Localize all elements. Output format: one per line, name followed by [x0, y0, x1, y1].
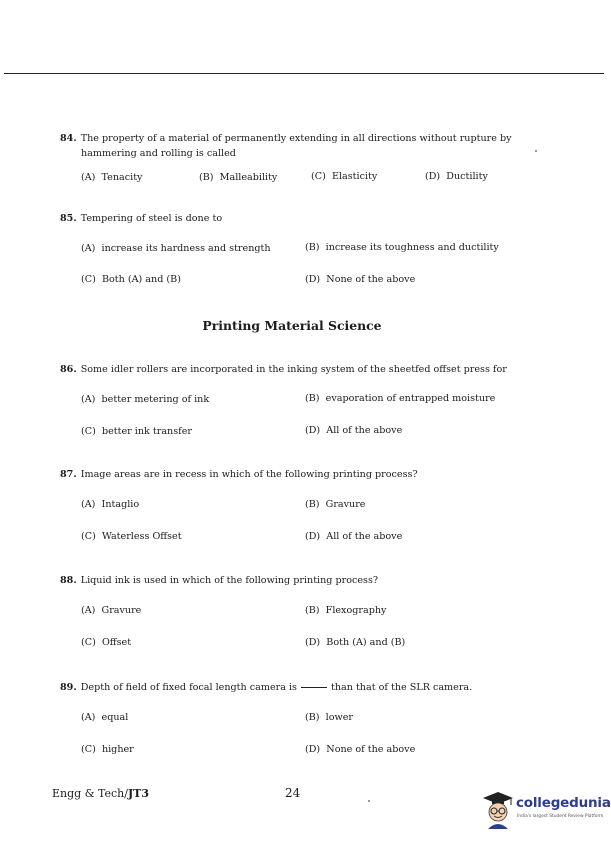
question-text: The property of a material of permanently extending in all directions without rupture by	[80, 133, 512, 144]
question-number: 87.	[60, 469, 77, 480]
option-87-c[interactable]: (C) Waterless Offset	[81, 531, 182, 542]
logo-wordmark: collegedunia	[516, 795, 611, 811]
scan-speck	[368, 800, 370, 802]
option-84-c[interactable]: (C) Elasticity	[311, 171, 378, 182]
question-text-part1: Depth of field of fixed focal length camera is	[80, 682, 297, 693]
answer-blank	[301, 687, 327, 688]
option-85-d[interactable]: (D) None of the above	[305, 274, 416, 285]
footer-paper-code: Engg & Tech/JT3	[52, 787, 149, 800]
question-87	[60, 467, 418, 482]
header-rule	[4, 73, 604, 74]
option-85-a[interactable]: (A) increase its hardness and strength	[81, 243, 271, 254]
option-84-a[interactable]: (A) Tenacity	[81, 172, 143, 183]
question-text: Image areas are in recess in which of the following printing process?	[80, 469, 418, 480]
option-84-d[interactable]: (D) Ductility	[425, 171, 488, 182]
question-84	[60, 131, 512, 146]
option-88-a[interactable]: (A) Gravure	[81, 605, 142, 616]
question-86	[60, 362, 507, 377]
option-89-c[interactable]: (C) higher	[81, 744, 134, 755]
page-number: 24	[285, 786, 301, 800]
question-text: Some idler rollers are incorporated in the inking system of the sheetfed offset press for	[80, 364, 507, 375]
scan-speck	[535, 150, 537, 152]
question-number: 85.	[60, 213, 77, 224]
logo-tagline: India's largest Student Review Platform	[517, 814, 604, 819]
option-84-b[interactable]: (B) Malleability	[199, 172, 278, 183]
option-86-c[interactable]: (C) better ink transfer	[81, 426, 192, 437]
question-88	[60, 573, 378, 588]
option-88-c[interactable]: (C) Offset	[81, 637, 132, 648]
question-number: 88.	[60, 575, 77, 586]
option-87-b[interactable]: (B) Gravure	[305, 499, 366, 510]
question-85	[60, 211, 222, 226]
section-title: Printing Material Science	[202, 318, 382, 333]
question-text-part2: than that of the SLR camera.	[330, 682, 473, 693]
collegedunia-logo[interactable]	[480, 790, 611, 830]
question-number: 89.	[60, 682, 77, 693]
option-86-b[interactable]: (B) evaporation of entrapped moisture	[305, 393, 496, 404]
question-text: Liquid ink is used in which of the following printing process?	[80, 575, 379, 586]
option-86-a[interactable]: (A) better metering of ink	[81, 394, 210, 405]
option-85-c[interactable]: (C) Both (A) and (B)	[81, 274, 181, 285]
option-86-d[interactable]: (D) All of the above	[305, 425, 403, 436]
option-88-d[interactable]: (D) Both (A) and (B)	[305, 637, 406, 648]
question-number: 86.	[60, 364, 77, 375]
option-89-d[interactable]: (D) None of the above	[305, 744, 416, 755]
option-85-b[interactable]: (B) increase its toughness and ductility	[305, 242, 499, 253]
option-89-a[interactable]: (A) equal	[81, 712, 129, 723]
question-number: 84.	[60, 133, 77, 144]
option-89-b[interactable]: (B) lower	[305, 712, 353, 723]
option-88-b[interactable]: (B) Flexography	[305, 605, 387, 616]
question-84-line2: hammering and rolling is called	[81, 148, 236, 159]
option-87-d[interactable]: (D) All of the above	[305, 531, 403, 542]
option-87-a[interactable]: (A) Intaglio	[81, 499, 140, 510]
question-text: Tempering of steel is done to	[80, 213, 223, 224]
mascot-icon	[480, 790, 516, 830]
question-89	[60, 680, 472, 695]
